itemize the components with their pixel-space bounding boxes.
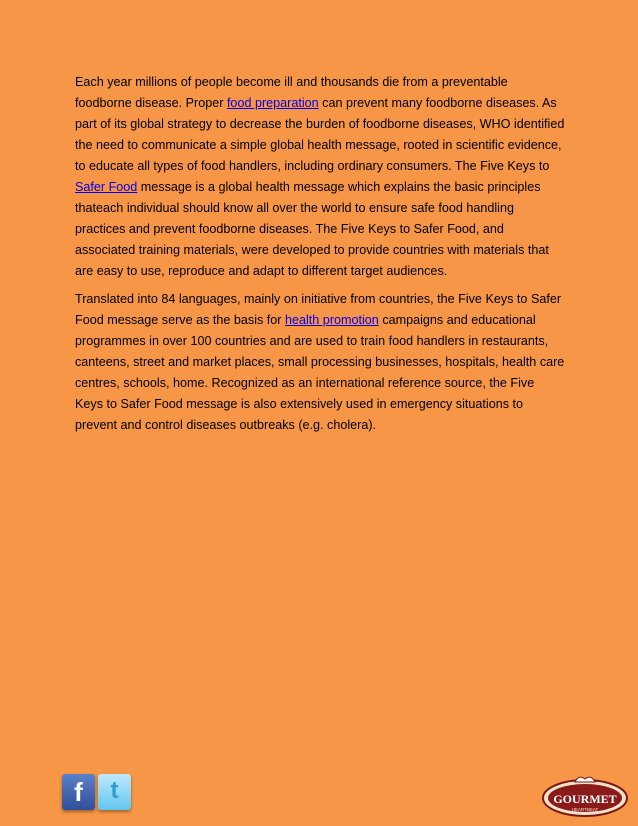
paragraph-2 xyxy=(75,289,565,436)
document-body xyxy=(75,72,565,443)
food-preparation-link[interactable]: food preparation xyxy=(226,96,319,110)
twitter-icon[interactable] xyxy=(98,774,131,810)
logo-name: GOURMET xyxy=(553,792,617,806)
gourmet-heartbeat-logo[interactable] xyxy=(542,773,628,819)
twitter-glyph: t xyxy=(110,777,119,804)
safer-food-link[interactable]: Safer Food xyxy=(75,180,138,194)
facebook-glyph: f xyxy=(74,777,83,807)
paragraph-2-text-b: campaigns and educational programmes in over 100 countries and are used to train food handlers in restaurants, canteens, street and market places, small processing businesses, hospitals, health care centres, schools, home. Recognized as an international reference source, the Five Keys to Safer Food message is also extensively used in emergency situations to prevent and control diseases outbreaks (e.g. cholera). xyxy=(75,313,565,432)
logo-tagline: HEARTBEAT xyxy=(571,807,599,812)
paragraph-1-text-c: message is a global health message which explains the basic principles thateach individual should know all over the world to ensure safe food handling practices and prevent foodborne diseases. The Five Keys to Safer Food, and associated training materials, were developed to provide countries with materials that are easy to use, reproduce and adapt to different target audiences. xyxy=(75,180,549,278)
facebook-icon[interactable] xyxy=(62,774,95,810)
paragraph-1 xyxy=(75,72,565,282)
health-promotion-link[interactable]: health promotion xyxy=(285,313,379,327)
paragraph-1-text-b: can prevent many foodborne diseases. As part of its global strategy to decrease the burden of foodborne diseases, WHO identified the need to communicate a simple global health message, rooted in scientific evidence, to educate all types of food handlers, including ordinary consumers. The Five Keys to xyxy=(75,96,565,173)
social-buttons xyxy=(62,774,131,814)
paragraph-2-text-a: Translated into 84 languages, mainly on initiative from countries, the Five Keys to Safer Food message serve as the basis for xyxy=(75,292,562,327)
paragraph-1-text-a: Each year millions of people become ill and thousands die from a preventable foodborne disease. Proper xyxy=(75,75,508,110)
